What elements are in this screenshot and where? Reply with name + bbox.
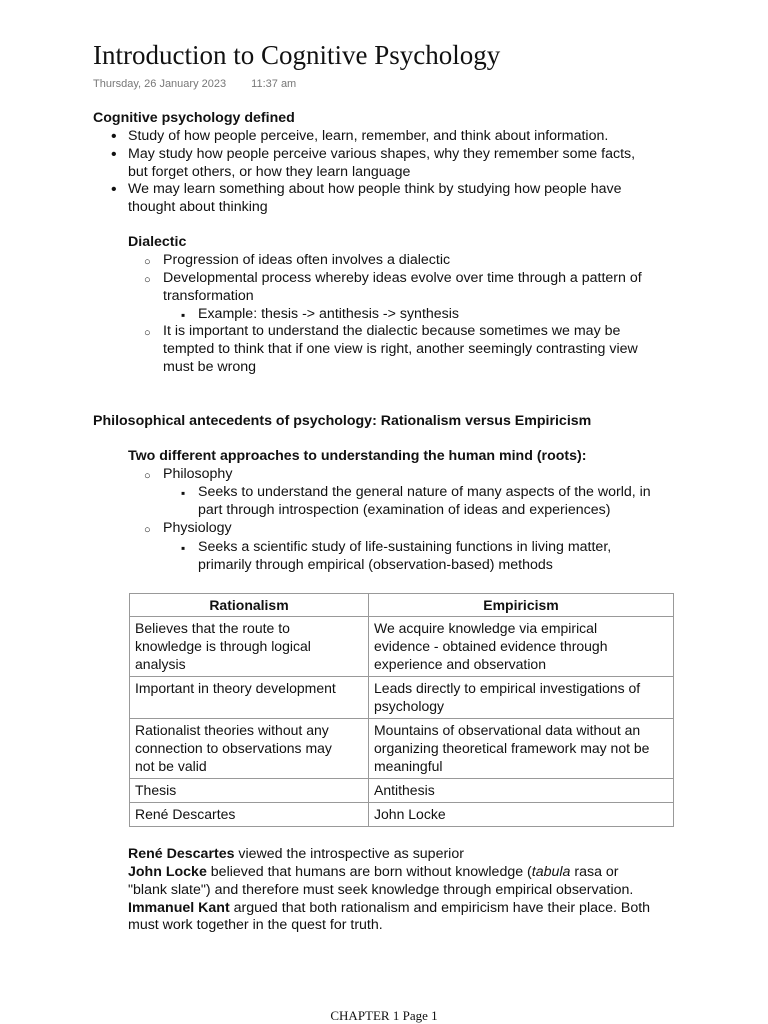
paragraph-text: argued that both rationalism and empiricism have their place. Both xyxy=(229,900,651,916)
paragraph-text: believed that humans are born without knowledge ( xyxy=(206,864,532,880)
page-timestamp xyxy=(93,78,296,90)
paragraph-text: rasa or xyxy=(570,864,619,880)
cell-line: meaningful xyxy=(374,758,443,774)
bullet-disc xyxy=(111,180,117,199)
paragraph-locke xyxy=(128,863,619,881)
table-cell xyxy=(369,617,674,677)
column-header-rationalism: Rationalism xyxy=(130,594,369,617)
table-cell xyxy=(130,617,369,677)
cell-line: Rationalist theories without any xyxy=(135,722,329,738)
list-item-continued: transformation xyxy=(163,288,254,304)
cell-line: not be valid xyxy=(135,758,207,774)
list-item: Physiology xyxy=(163,520,232,536)
table-cell: René Descartes xyxy=(130,803,369,827)
paragraph-text: viewed the introspective as superior xyxy=(234,846,464,862)
cell-line: psychology xyxy=(374,698,445,714)
table-cell xyxy=(369,719,674,779)
list-item: Developmental process whereby ideas evolve over time through a pattern of xyxy=(163,270,642,286)
section-heading-cognitive: Cognitive psychology defined xyxy=(93,110,295,126)
page-time: 11:37 am xyxy=(251,78,297,90)
cell-line: experience and observation xyxy=(374,656,547,672)
bullet-disc xyxy=(111,127,117,146)
list-item: Seeks a scientific study of life-sustaining functions in living matter, xyxy=(198,539,612,555)
list-item: Progression of ideas often involves a dialectic xyxy=(163,252,451,268)
list-item: Philosophy xyxy=(163,466,233,482)
cell-line: analysis xyxy=(135,656,186,672)
section-heading-philosophical: Philosophical antecedents of psychology: Rationalism versus Empiricism xyxy=(93,413,592,429)
bullet-circle xyxy=(144,519,151,539)
subheading-dialectic: Dialectic xyxy=(128,234,187,250)
bullet-circle xyxy=(144,465,151,485)
italic-term: tabula xyxy=(531,864,571,880)
list-item-continued: part through introspection (examination of ideas and experiences) xyxy=(198,502,611,518)
list-item-continued: but forget others, or how they learn language xyxy=(128,164,411,180)
rationalism-empiricism-table xyxy=(129,593,674,827)
list-item-continued: must be wrong xyxy=(163,359,257,375)
paragraph-continued: must work together in the quest for truth. xyxy=(128,917,383,933)
list-item-continued: tempted to think that if one view is right, another seemingly contrasting view xyxy=(163,341,638,357)
table-header-row xyxy=(130,594,674,617)
bullet-circle xyxy=(144,269,151,289)
person-name: Immanuel Kant xyxy=(128,900,230,916)
paragraph-descartes xyxy=(128,845,464,863)
table-row xyxy=(130,803,674,827)
cell-line: Believes that the route to xyxy=(135,620,290,636)
person-name: John Locke xyxy=(128,864,207,880)
cell-line: Important in theory development xyxy=(135,680,336,696)
page-footer: CHAPTER 1 Page 1 xyxy=(330,1008,438,1023)
person-name: René Descartes xyxy=(128,846,235,862)
bullet-disc xyxy=(111,145,117,164)
subheading-approaches: Two different approaches to understanding the human mind (roots): xyxy=(128,448,587,464)
list-item: It is important to understand the dialectic because sometimes we may be xyxy=(163,323,621,339)
cell-line: Leads directly to empirical investigations of xyxy=(374,680,641,696)
table-cell: John Locke xyxy=(369,803,674,827)
cell-line: knowledge is through logical xyxy=(135,638,311,654)
bullet-circle xyxy=(144,251,151,271)
page-title: Introduction to Cognitive Psychology xyxy=(93,40,501,70)
cell-line: Mountains of observational data without an xyxy=(374,722,641,738)
list-item: Seeks to understand the general nature of many aspects of the world, in xyxy=(198,484,651,500)
cell-line: We acquire knowledge via empirical xyxy=(374,620,598,636)
bullet-square xyxy=(181,538,185,557)
list-item: We may learn something about how people think by studying how people have xyxy=(128,181,622,197)
cell-line: organizing theoretical framework may not be xyxy=(374,740,650,756)
cell-line: evidence - obtained evidence through xyxy=(374,638,608,654)
table-cell xyxy=(130,677,369,719)
bullet-circle xyxy=(144,322,151,342)
page-date: Thursday, 26 January 2023 xyxy=(93,78,227,90)
paragraph-kant xyxy=(128,899,650,917)
cell-line: connection to observations may xyxy=(135,740,332,756)
table-cell: Thesis xyxy=(130,779,369,803)
bullet-square xyxy=(181,483,185,502)
list-item: Example: thesis -> antithesis -> synthesis xyxy=(198,306,460,322)
paragraph-continued: "blank slate") and therefore must seek knowledge through empirical observation. xyxy=(128,882,634,898)
table-row xyxy=(130,779,674,803)
table-row xyxy=(130,617,674,677)
list-item: Study of how people perceive, learn, remember, and think about information. xyxy=(128,128,609,144)
list-item-continued: primarily through empirical (observation-based) methods xyxy=(198,557,553,573)
table-cell: Antithesis xyxy=(369,779,674,803)
column-header-empiricism: Empiricism xyxy=(369,594,674,617)
table-row xyxy=(130,719,674,779)
table-cell xyxy=(130,719,369,779)
table-cell xyxy=(369,677,674,719)
table-row xyxy=(130,677,674,719)
list-item-continued: thought about thinking xyxy=(128,199,268,215)
list-item: May study how people perceive various shapes, why they remember some facts, xyxy=(128,146,636,162)
